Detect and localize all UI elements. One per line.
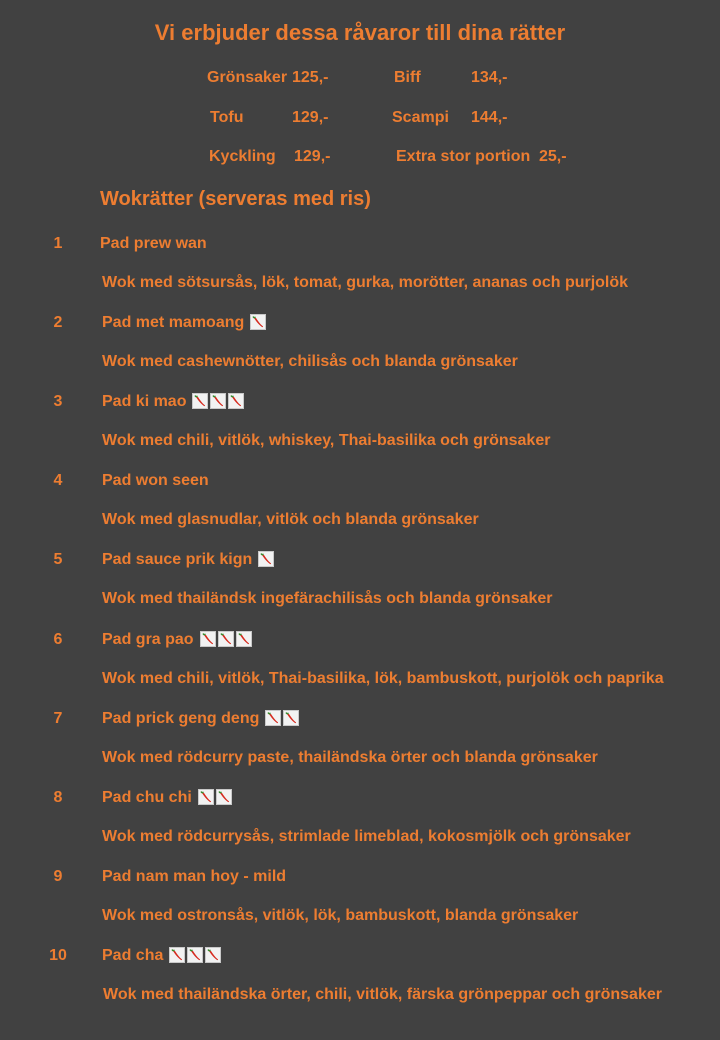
chili-pepper-icon: [187, 947, 203, 963]
chili-pepper-icon: [258, 551, 274, 567]
dish-description: Wok med thailändska örter, chili, vitlök, färska grönpeppar och grönsaker: [103, 986, 662, 1003]
chili-pepper-icon: [169, 947, 185, 963]
protein-price: 25,-: [539, 148, 567, 165]
dish-name-text: Pad met mamoang: [102, 314, 245, 331]
dish-name: [102, 551, 276, 572]
dish-number: 2: [53, 314, 63, 331]
dish-number: 5: [53, 551, 63, 568]
protein-name: Kyckling: [209, 148, 276, 165]
chili-pepper-icon: [265, 710, 281, 726]
protein-price: 144,-: [471, 109, 508, 126]
chili-pepper-icon: [216, 789, 232, 805]
spice-level: [258, 551, 276, 572]
dish-number: 4: [53, 472, 63, 489]
chili-pepper-icon: [283, 710, 299, 726]
chili-pepper-icon: [205, 947, 221, 963]
dish-description: Wok med thailändsk ingefärachilisås och blanda grönsaker: [102, 590, 553, 607]
dish-description: Wok med cashewnötter, chilisås och blanda grönsaker: [102, 353, 518, 370]
protein-price: 125,-: [292, 69, 329, 86]
dish-name: [102, 710, 301, 731]
dish-number: 1: [53, 235, 63, 252]
dish-name: [102, 472, 209, 490]
dish-name-text: Pad nam man hoy - mild: [102, 868, 287, 885]
chili-pepper-icon: [198, 789, 214, 805]
chili-pepper-icon: [228, 393, 244, 409]
chili-pepper-icon: [210, 393, 226, 409]
dish-description: Wok med chili, vitlök, whiskey, Thai-basilika och grönsaker: [102, 432, 551, 449]
dish-name: [100, 235, 207, 253]
dish-description: Wok med ostronsås, vitlök, lök, bambuskott, blanda grönsaker: [102, 907, 579, 924]
dish-name-text: Pad prew wan: [100, 235, 207, 252]
spice-level: [265, 710, 301, 731]
dish-name: [102, 789, 234, 810]
chili-pepper-icon: [218, 631, 234, 647]
dish-name: [102, 393, 246, 414]
dish-name-text: Pad cha: [102, 947, 164, 964]
dish-name-text: Pad ki mao: [102, 393, 187, 410]
dish-description: Wok med chili, vitlök, Thai-basilika, lök, bambuskott, purjolök och paprika: [102, 670, 664, 687]
dish-name-text: Pad gra pao: [102, 631, 194, 648]
dish-description: Wok med rödcurrysås, strimlade limeblad, kokosmjölk och grönsaker: [102, 828, 631, 845]
dish-name-text: Pad sauce prik kign: [102, 551, 253, 568]
chili-pepper-icon: [200, 631, 216, 647]
protein-name: Grönsaker: [207, 69, 288, 86]
menu-title: Vi erbjuder dessa råvaror till dina rätter: [154, 20, 566, 45]
dish-number: 3: [53, 393, 63, 410]
dish-description: Wok med sötsursås, lök, tomat, gurka, morötter, ananas och purjolök: [102, 274, 629, 291]
protein-price: 129,-: [294, 148, 331, 165]
chili-pepper-icon: [236, 631, 252, 647]
dish-name: [102, 314, 268, 335]
dish-description: Wok med glasnudlar, vitlök och blanda grönsaker: [102, 511, 479, 528]
dish-number: 9: [53, 868, 63, 885]
chili-pepper-icon: [192, 393, 208, 409]
dish-name-text: Pad chu chi: [102, 789, 192, 806]
dish-name: [102, 868, 286, 886]
dish-number: 10: [49, 947, 67, 964]
dish-number: 6: [53, 631, 63, 648]
dish-number: 7: [53, 710, 63, 727]
spice-level: [169, 947, 223, 968]
spice-level: [192, 393, 246, 414]
chili-pepper-icon: [250, 314, 266, 330]
dish-name-text: Pad prick geng deng: [102, 710, 260, 727]
dish-number: 8: [53, 789, 63, 806]
spice-level: [198, 789, 234, 810]
protein-name: Extra stor portion: [396, 148, 531, 165]
spice-level: [250, 314, 268, 335]
dish-description: Wok med rödcurry paste, thailändska örter och blanda grönsaker: [102, 749, 598, 766]
section-title: Wokrätter (serveras med ris): [100, 188, 371, 210]
dish-name: [102, 631, 254, 652]
spice-level: [200, 631, 254, 652]
protein-price: 129,-: [292, 109, 329, 126]
protein-name: Tofu: [210, 109, 244, 126]
dish-name-text: Pad won seen: [102, 472, 209, 489]
protein-name: Biff: [394, 69, 421, 86]
dish-name: [102, 947, 223, 968]
protein-name: Scampi: [392, 109, 449, 126]
protein-price: 134,-: [471, 69, 508, 86]
